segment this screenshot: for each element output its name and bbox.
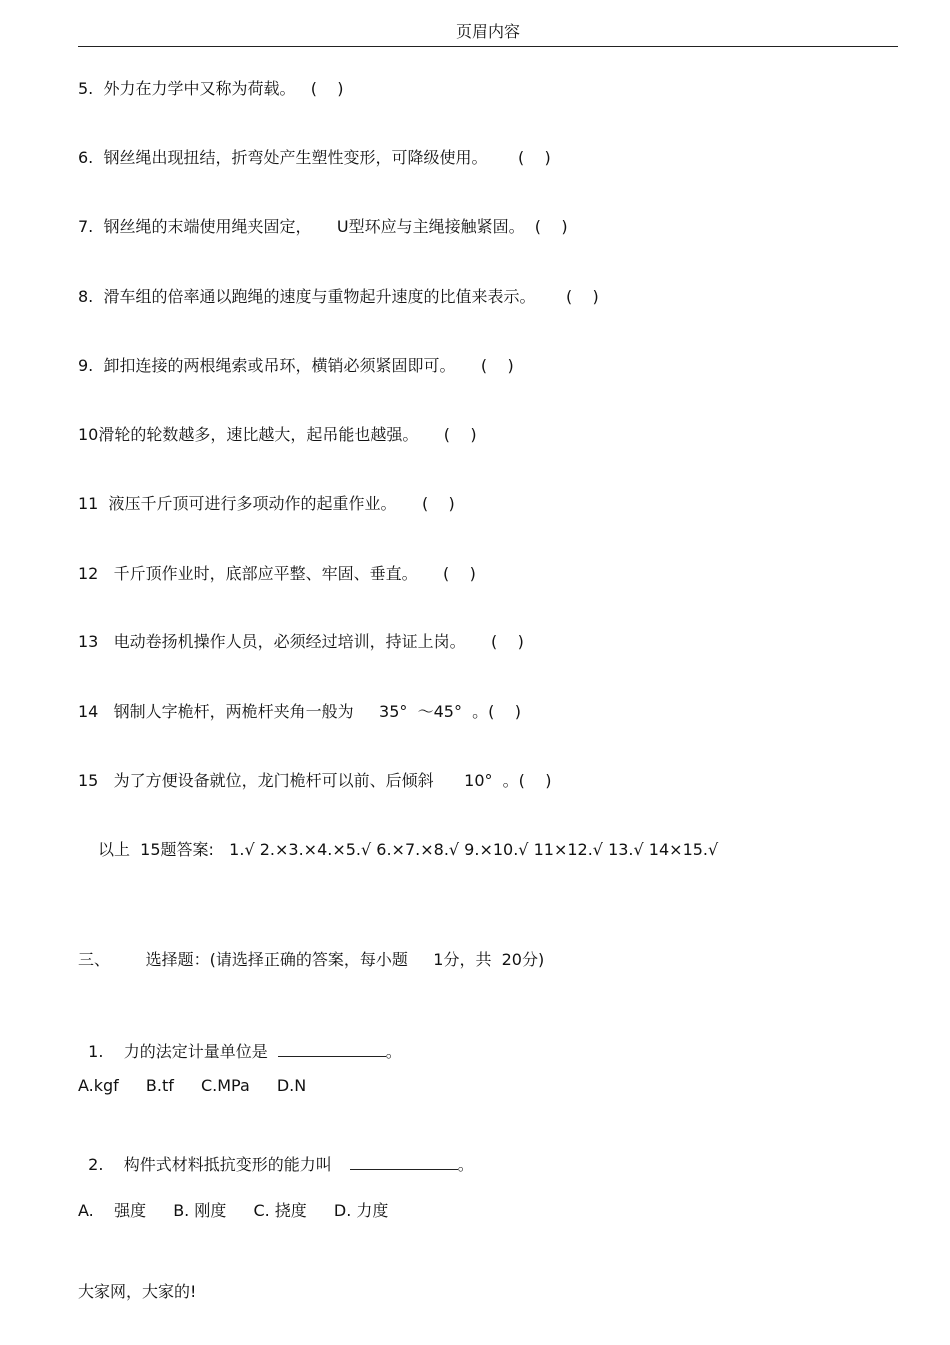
question-5: 5. 外力在力学中又称为荷载。 ( ) [78,79,344,98]
mc-question-2-end: 。 [457,1155,474,1174]
option-c: C. 挠度 [253,1201,307,1220]
question-15: 15 为了方便设备就位，龙门桅杆可以前、后倾斜 10° 。( ) [78,771,552,790]
answer-blank [278,1042,386,1057]
mc-question-2 [78,1132,474,1176]
question-6: 6. 钢丝绳出现扭结，折弯处产生塑性变形，可降级使用。 ( ) [78,148,551,167]
question-9: 9. 卸扣连接的两根绳索或吊环，横销必须紧固即可。 ( ) [78,356,514,375]
option-b: B. 刚度 [173,1201,227,1220]
question-10: 10滑轮的轮数越多，速比越大，起吊能也越强。 ( ) [78,425,477,444]
page-footer: 大家网，大家的! [78,1282,197,1301]
mc-question-2-text: 2. 构件式材料抵抗变形的能力叫 [88,1155,332,1174]
option-a: A.kgf [78,1076,119,1095]
mc-question-1-end: 。 [385,1042,402,1061]
mc-options-1 [78,1075,328,1097]
mc-options-2 [78,1200,410,1222]
page-header: 页眉内容 [78,20,898,47]
option-d: D.N [276,1076,307,1095]
question-13: 13 电动卷扬机操作人员，必须经过培训，持证上岗。 ( ) [78,632,524,651]
answer-key: 以上 15题答案: 1.√ 2.×3.×4.×5.√ 6.×7.×8.√ 9.×10.√ 11×12.√ 13.√ 14×15.√ [98,840,719,859]
question-7: 7. 钢丝绳的末端使用绳夹固定， U型环应与主绳接触紧固。 ( ) [78,217,568,236]
section-title: 三、 选择题：(请选择正确的答案，每小题 1分，共 20分) [78,950,545,969]
mc-question-1-text: 1. 力的法定计量单位是 [88,1042,268,1061]
question-8: 8. 滑车组的倍率通以跑绳的速度与重物起升速度的比值来表示。 ( ) [78,287,599,306]
option-d: D. 力度 [333,1201,389,1220]
question-14: 14 钢制人字桅杆，两桅杆夹角一般为 35° ～45° 。( ) [78,702,521,721]
mc-question-1 [78,1019,402,1063]
question-11: 11 液压千斤顶可进行多项动作的起重作业。 ( ) [78,494,455,513]
answer-blank [350,1155,458,1170]
option-b: B.tf [145,1076,174,1095]
option-a: A. 强度 [78,1201,147,1220]
question-12: 12 千斤顶作业时，底部应平整、牢固、垂直。 ( ) [78,564,476,583]
option-c: C.MPa [200,1076,250,1095]
